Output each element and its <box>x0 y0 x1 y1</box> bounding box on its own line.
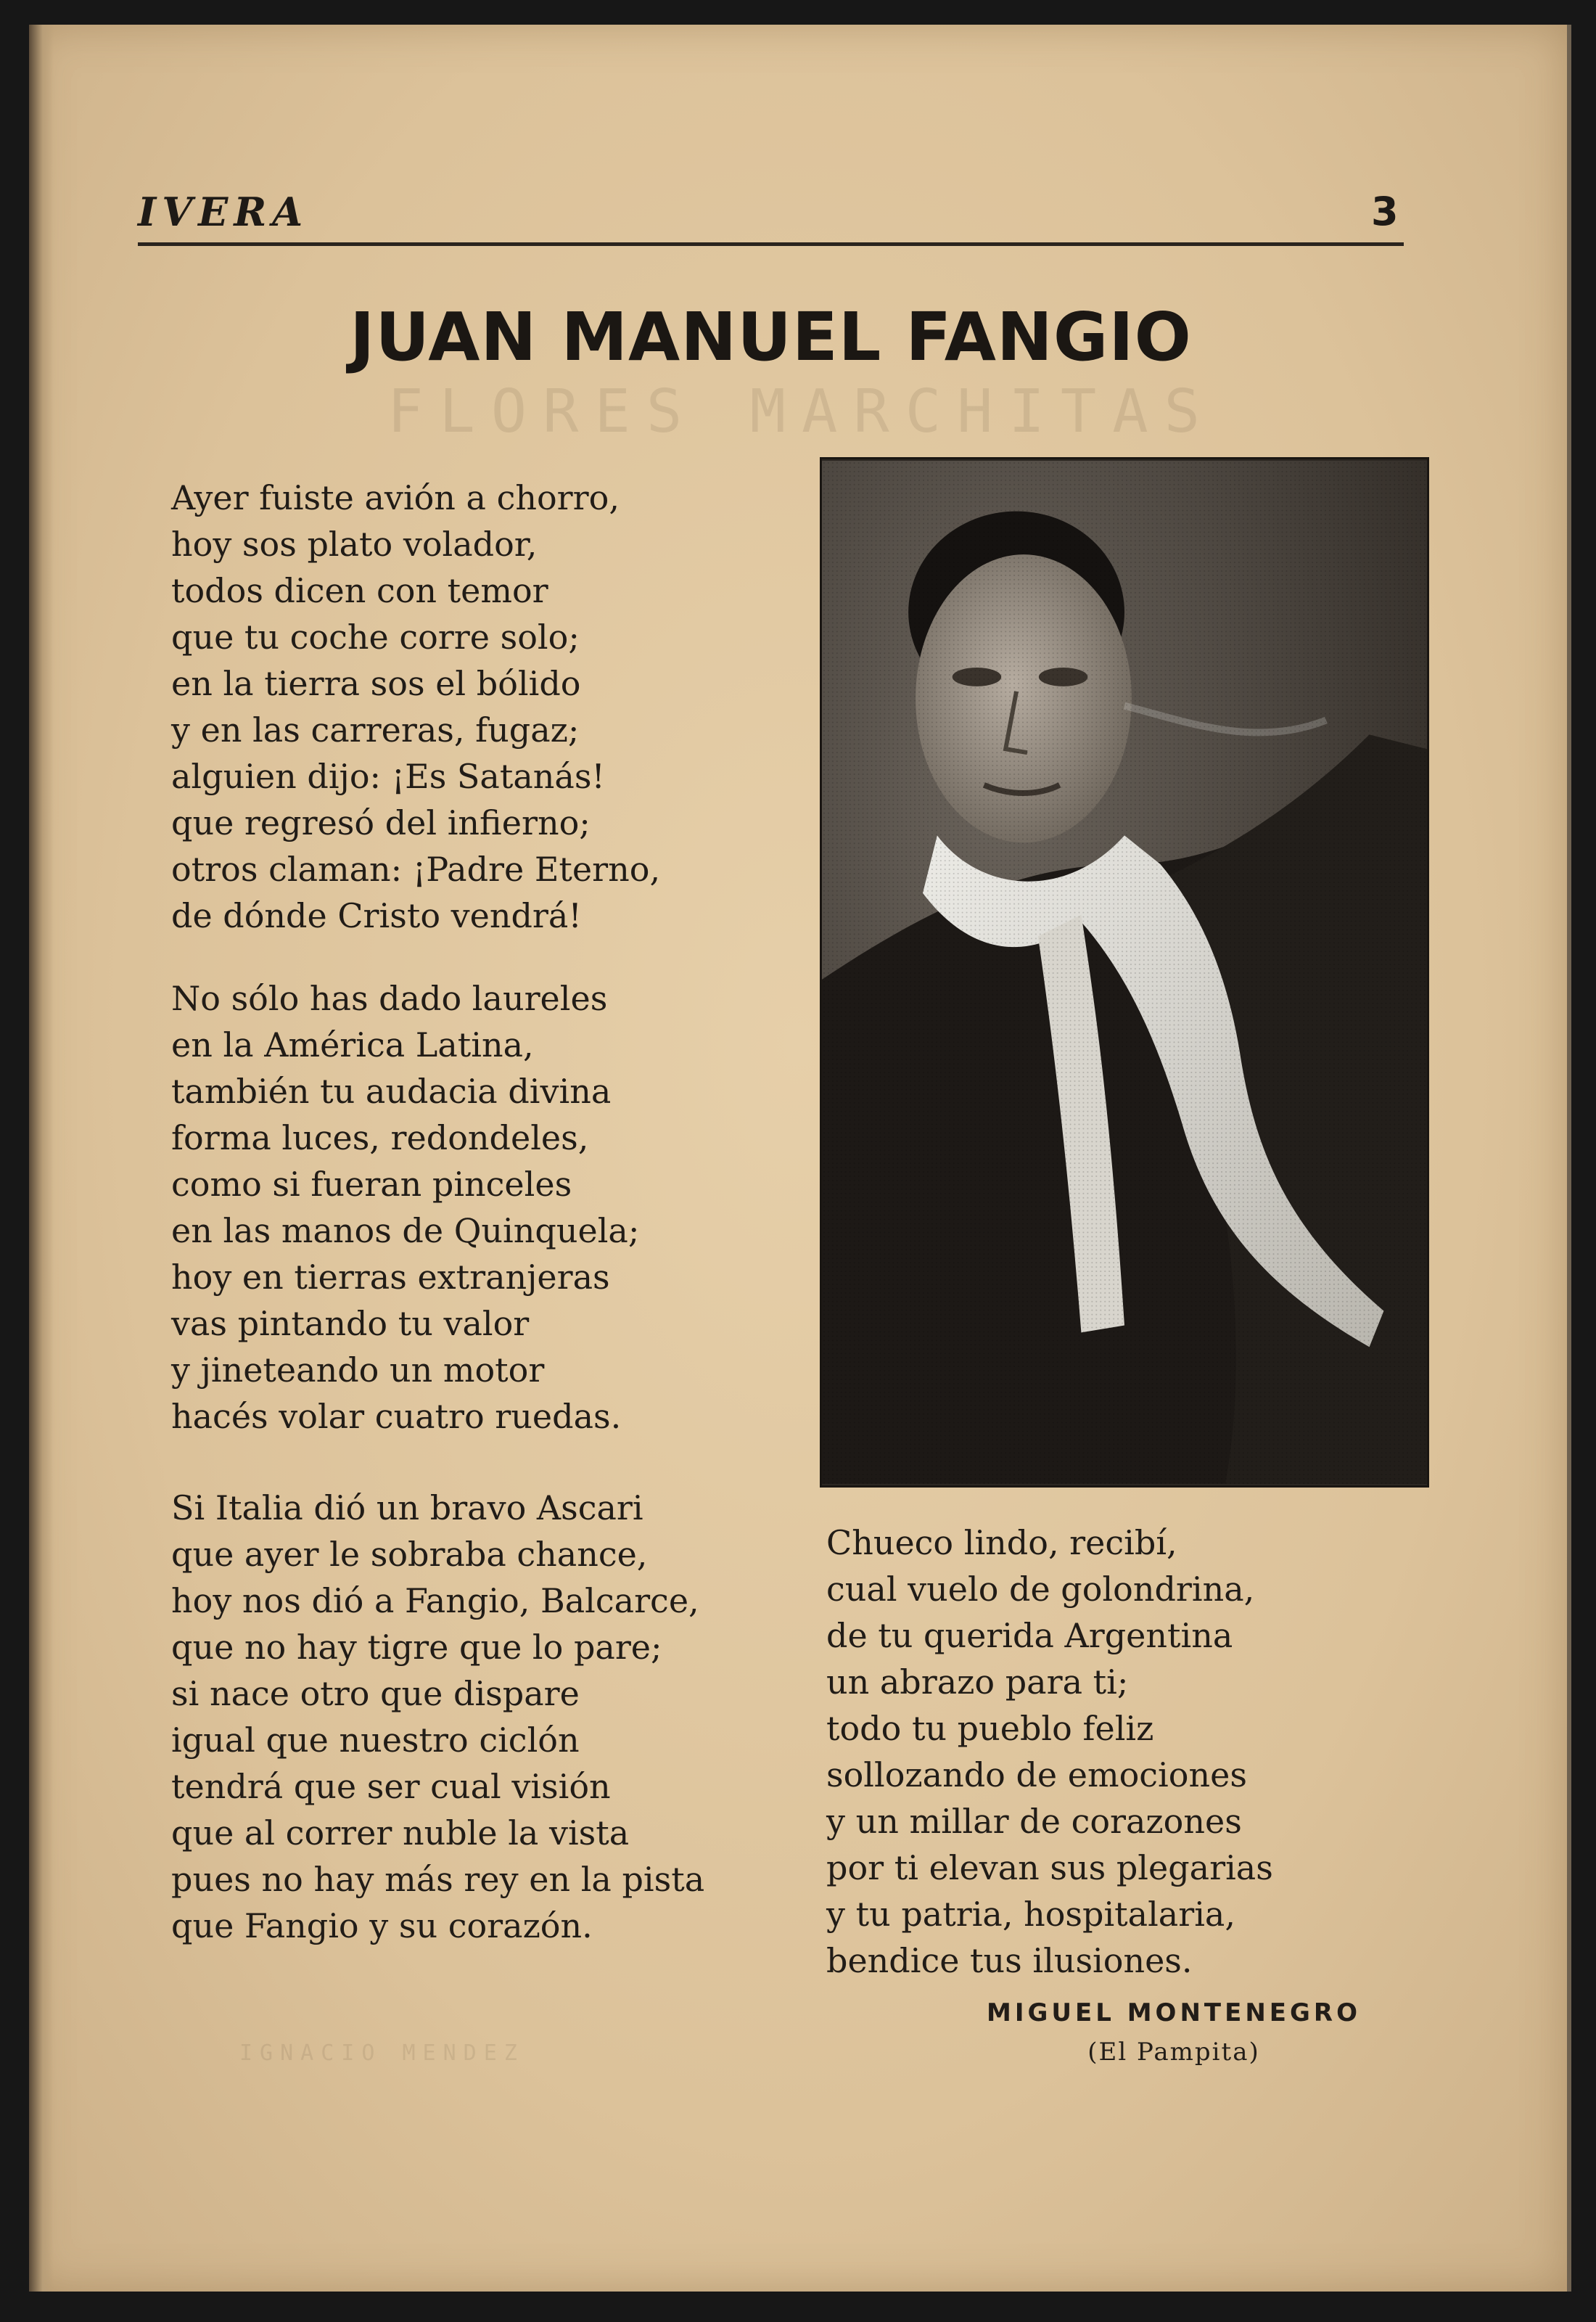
poem-line: que no hay tigre que lo pare; <box>171 1628 662 1667</box>
poem-line: cual vuelo de golondrina, <box>826 1570 1255 1609</box>
poem-line: de dónde Cristo vendrá! <box>171 896 582 935</box>
poem-line: también tu audacia divina <box>171 1072 612 1111</box>
poem-line: Ayer fuiste avión a chorro, <box>171 478 620 517</box>
poem-line: en las manos de Quinquela; <box>171 1211 640 1250</box>
poem-line: en la tierra sos el bólido <box>171 664 581 703</box>
poem-line: hoy en tierras extranjeras <box>171 1258 610 1297</box>
page-spine-shadow <box>29 25 54 2292</box>
poem-line: pues no hay más rey en la pista <box>171 1860 705 1899</box>
poem-line: Chueco lindo, recibí, <box>826 1523 1177 1562</box>
poem-line: y tu patria, hospitalaria, <box>826 1895 1235 1934</box>
header-rule <box>138 242 1404 246</box>
poem-title: JUAN MANUEL FANGIO <box>350 298 1192 376</box>
author-alias: (El Pampita) <box>1087 2038 1260 2067</box>
poem-line: que Fangio y su corazón. <box>171 1906 593 1945</box>
poem-line: hacés volar cuatro ruedas. <box>171 1397 622 1436</box>
poem-line: todo tu pueblo feliz <box>826 1709 1154 1748</box>
poem-line: si nace otro que dispare <box>171 1674 580 1713</box>
poem-stanza-2 <box>171 975 839 1440</box>
poem-stanza-4 <box>826 1519 1494 1984</box>
poem-line: un abrazo para ti; <box>826 1662 1129 1702</box>
poem-line: todos dicen con temor <box>171 571 548 610</box>
poem-line: que al correr nuble la vista <box>171 1813 630 1853</box>
poem-line: de tu querida Argentina <box>826 1616 1233 1655</box>
poem-line: que regresó del infierno; <box>171 803 591 842</box>
poem-line: bendice tus ilusiones. <box>826 1941 1193 1980</box>
bleed-through-footer: IGNACIO MENDEZ <box>239 2040 525 2066</box>
portrait-illustration <box>822 459 1427 1485</box>
poem-line: vas pintando tu valor <box>171 1304 530 1343</box>
poem-line: como si fueran pinceles <box>171 1165 572 1204</box>
poem-line: en la América Latina, <box>171 1025 534 1064</box>
poem-line: sollozando de emociones <box>826 1755 1247 1794</box>
poem-line: y jineteando un motor <box>171 1350 545 1390</box>
poem-line: alguien dijo: ¡Es Satanás! <box>171 757 605 796</box>
poem-line: que ayer le sobraba chance, <box>171 1535 648 1574</box>
poem-line: y en las carreras, fugaz; <box>171 710 580 750</box>
page-number: 3 <box>1371 189 1399 234</box>
poem-line: por ti elevan sus plegarias <box>826 1848 1273 1887</box>
poem-line: hoy sos plato volador, <box>171 525 538 564</box>
poem-line: y un millar de corazones <box>826 1802 1242 1841</box>
poem-line: otros claman: ¡Padre Eterno, <box>171 850 661 889</box>
poem-line: No sólo has dado laureles <box>171 979 608 1018</box>
poem-line: igual que nuestro ciclón <box>171 1720 580 1760</box>
poem-line: que tu coche corre solo; <box>171 618 580 657</box>
poem-stanza-3 <box>171 1485 839 1949</box>
poem-line: hoy nos dió a Fangio, Balcarce, <box>171 1581 699 1620</box>
poem-line: forma luces, redondeles, <box>171 1118 589 1157</box>
author-name: MIGUEL MONTENEGRO <box>986 1998 1361 2027</box>
portrait-photo <box>820 457 1429 1488</box>
poem-stanza-1 <box>171 475 839 939</box>
poem-line: Si Italia dió un bravo Ascari <box>171 1488 643 1527</box>
running-head: IVERA <box>138 189 309 235</box>
bleed-through-heading: FLORES MARCHITAS <box>387 377 1216 446</box>
poem-line: tendrá que ser cual visión <box>171 1767 611 1806</box>
